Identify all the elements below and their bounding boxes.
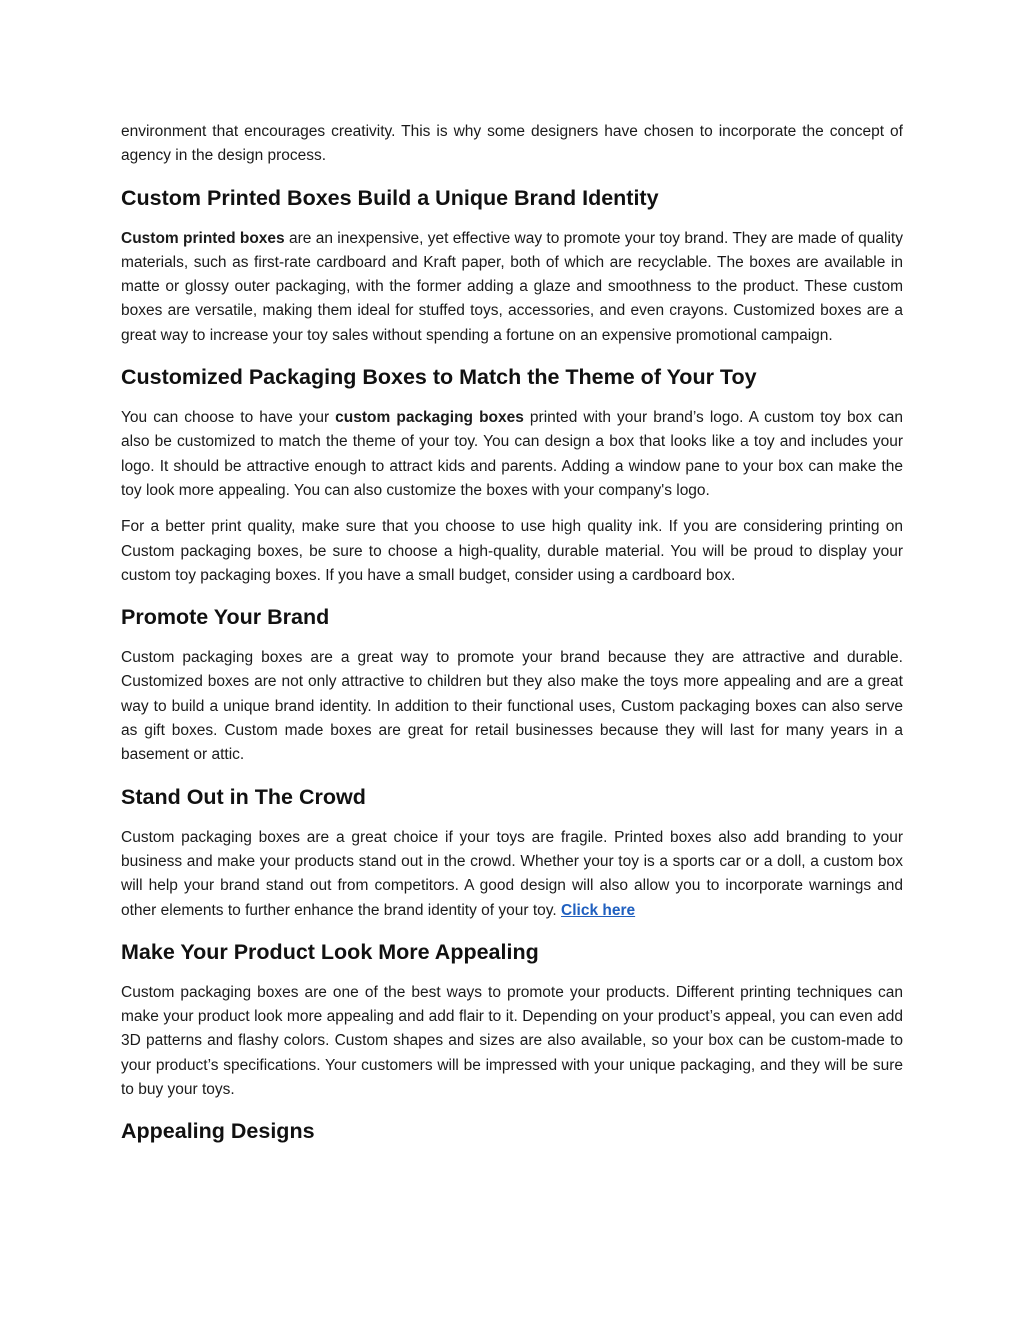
paragraph-promote-your-brand: Custom packaging boxes are a great way to promote your brand because they are attractive and durable. Customized boxes are not only attractive to children but they also make the toys more appealing and are a great way to build a unique brand identity. In addition to their functional uses, Custom packaging boxes can also serve as gift boxes. Custom made boxes are great for retail businesses because they will last for many years in a basement or attic. [121, 649, 903, 764]
paragraph-text: are an inexpensive, yet effective way to promote your toy brand. They are made of quality materials, such as first-rate cardboard and Kraft paper, both of which are recyclable. The boxes are available in matte or glossy outer packaging, with the former adding a glaze and smoothness to the product. These custom boxes are versatile, making them ideal for stuffed toys, accessories, and even crayons. Customized boxes are a great way to increase your toy sales without spending a fortune on an expensive promotional campaign. [121, 229, 903, 344]
heading-make-product-appealing: Make Your Product Look More Appealing [121, 939, 539, 964]
paragraph-customized-packaging-1 [121, 406, 903, 503]
heading-customized-packaging-boxes: Customized Packaging Boxes to Match the Theme of Your Toy [121, 365, 757, 390]
paragraph-text-pre: You can choose to have your [121, 409, 336, 427]
paragraph-make-product-appealing: Custom packaging boxes are one of the best ways to promote your products. Different printing techniques can make your product look more appealing and add flair to it. Depending on your product’s appeal, you can even add 3D patterns and flashy colors. Custom shapes and sizes are also available, so your box can be custom-made to your product’s specifications. Your customers will be impressed with your unique packaging, and they will be sure to buy your toys. [121, 983, 903, 1099]
heading-appealing-designs: Appealing Designs [121, 1119, 315, 1144]
heading-promote-your-brand: Promote Your Brand [121, 605, 330, 630]
heading-stand-out: Stand Out in The Crowd [121, 784, 366, 809]
paragraph-custom-printed-boxes [121, 227, 903, 348]
bold-term-custom-printed-boxes: Custom printed boxes [121, 229, 285, 247]
paragraph-text: Custom packaging boxes are a great choice if your toys are fragile. Printed boxes also add branding to your business and make your products stand out in the crowd. Whether your toy is a sports car or a doll, a custom box will help your brand stand out from competitors. A good design will also allow you to incorporate warnings and other elements to further enhance the brand identity of your toy. [121, 828, 903, 919]
heading-custom-printed-boxes: Custom Printed Boxes Build a Unique Brand Identity [121, 185, 659, 210]
paragraph-stand-out [121, 826, 903, 923]
intro-paragraph: environment that encourages creativity. This is why some designers have chosen to incorporate the concept of agency in the design process. [121, 123, 903, 165]
bold-term-custom-packaging-boxes: custom packaging boxes [335, 409, 524, 427]
paragraph-customized-packaging-2: For a better print quality, make sure that you choose to use high quality ink. If you are considering printing on Custom packaging boxes, be sure to choose a high-quality, durable material. You will be proud to display your custom toy packaging boxes. If you have a small budget, consider using a cardboard box. [121, 518, 903, 584]
click-here-link[interactable]: Click here [561, 901, 636, 919]
document-page [121, 120, 903, 1160]
paragraph-text-post: printed with your brand’s logo. A custom toy box can also be customized to match the theme of your toy. You can design a box that looks like a toy and includes your logo. It should be attractive enough to attract kids and parents. Adding a window pane to your box can make the toy look more appealing. You can also customize the boxes with your company's logo. [121, 409, 903, 499]
